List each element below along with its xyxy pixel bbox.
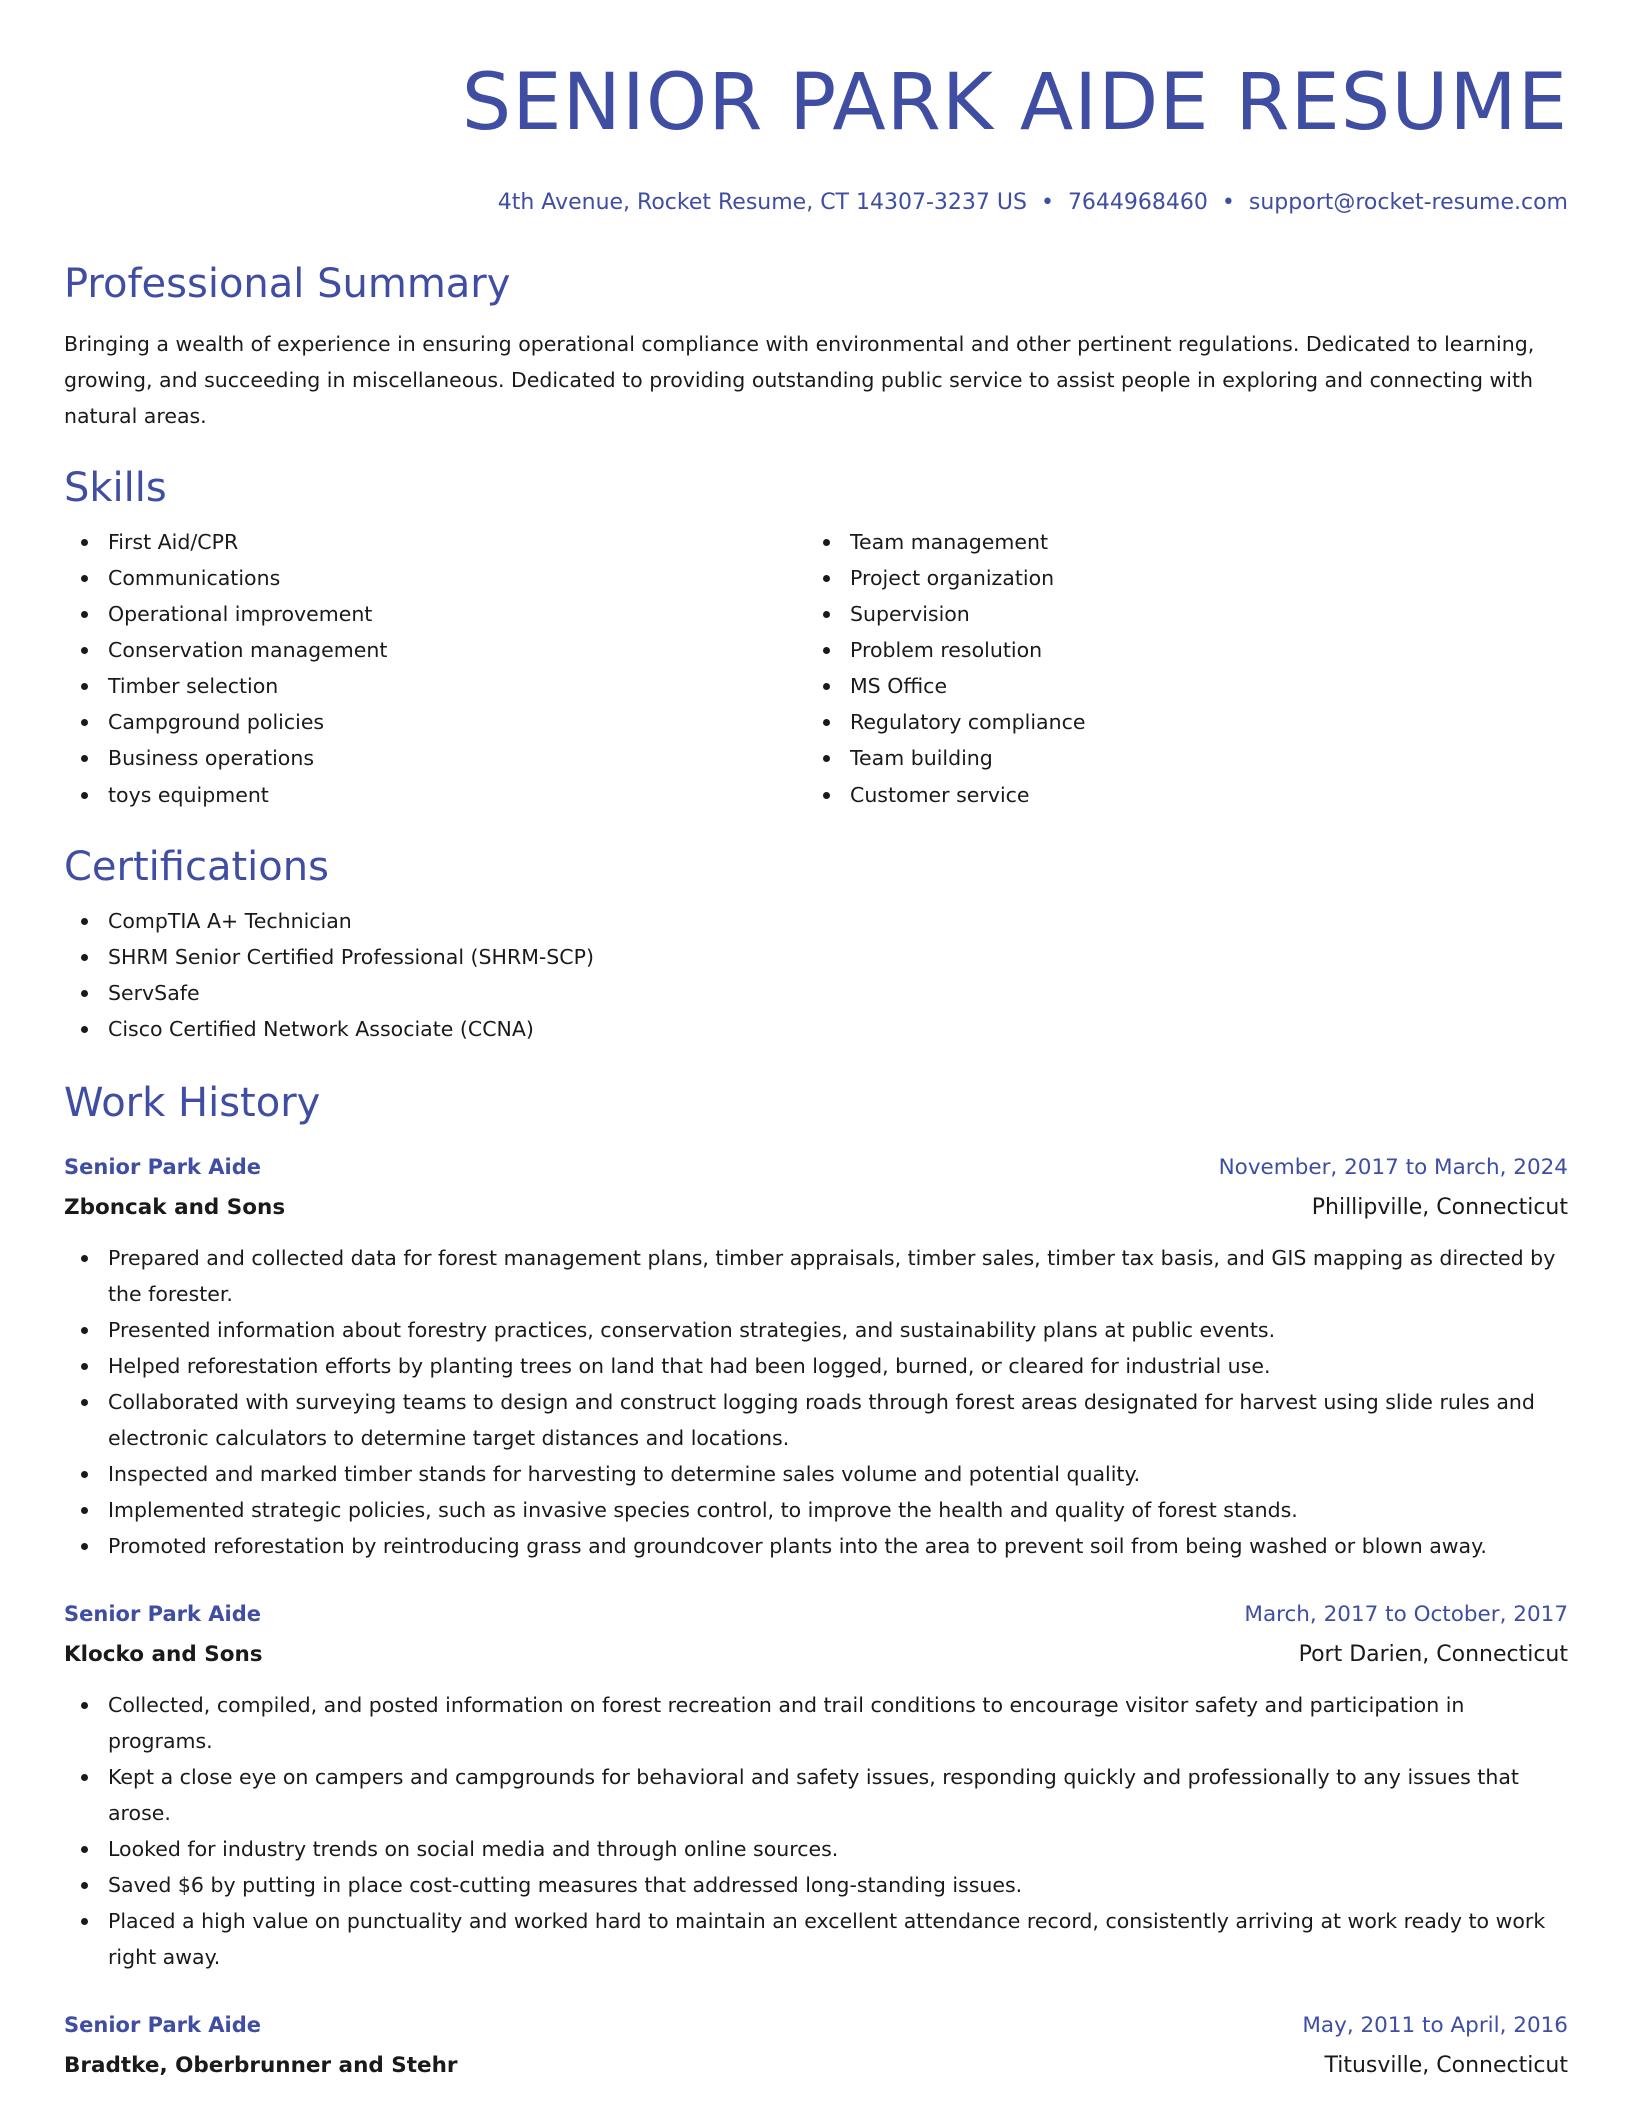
skill-item: toys equipment [108, 777, 806, 813]
job-header-row [64, 1147, 1568, 1188]
job-title: Senior Park Aide [64, 2013, 261, 2037]
job-bullet: Collected, compiled, and posted information on forest recreation and trail conditions to encourage visitor safety and participation in programs. [108, 1687, 1568, 1759]
job-entry [64, 2005, 1568, 2086]
job-bullet: Prepared and collected data for forest management plans, timber appraisals, timber sales, timber tax basis, and GIS mapping as directed by the forester. [108, 1240, 1568, 1312]
skill-item: Communications [108, 560, 806, 596]
job-location: Titusville, Connecticut [1324, 2053, 1568, 2078]
job-bullet-list [64, 1687, 1568, 1975]
summary-heading: Professional Summary [64, 261, 511, 307]
job-bullet: Promoted reforestation by reintroducing grass and groundcover plants into the area to prevent soil from being washed or blown away. [108, 1528, 1568, 1564]
job-title: Senior Park Aide [64, 1155, 261, 1179]
contact-separator: • [1221, 190, 1235, 215]
contact-email: support@rocket-resume.com [1248, 190, 1568, 215]
job-bullet: Presented information about forestry practices, conservation strategies, and sustainability plans at public events. [108, 1312, 1568, 1348]
job-bullet: Helped reforestation efforts by planting trees on land that had been logged, burned, or cleared for industrial use. [108, 1348, 1568, 1384]
job-dates: March, 2017 to October, 2017 [1244, 1602, 1568, 1627]
skill-item: Team management [850, 524, 1548, 560]
job-title: Senior Park Aide [64, 1602, 261, 1626]
skills-list-left [64, 524, 806, 813]
contact-address: 4th Avenue, Rocket Resume, CT 14307-3237 US [497, 190, 1027, 215]
certifications-heading: Certifications [64, 844, 329, 890]
skills-column-left [64, 524, 806, 813]
certification-item: ServSafe [108, 975, 1568, 1011]
job-entry [64, 1147, 1568, 1564]
work-history-heading: Work History [64, 1080, 321, 1126]
job-bullet: Implemented strategic policies, such as invasive species control, to improve the health and quality of forest stands. [108, 1492, 1568, 1528]
skill-item: MS Office [850, 668, 1548, 704]
job-employer-row [64, 2046, 1568, 2086]
skill-item: First Aid/CPR [108, 524, 806, 560]
skills-list-right [806, 524, 1548, 813]
job-employer-row [64, 1635, 1568, 1675]
job-header-row [64, 2005, 1568, 2046]
skill-item: Problem resolution [850, 632, 1548, 668]
job-bullet: Placed a high value on punctuality and worked hard to maintain an excellent attendance record, consistently arriving at work ready to work right away. [108, 1903, 1568, 1975]
skill-item: Operational improvement [108, 596, 806, 632]
job-header-row [64, 1594, 1568, 1635]
skill-item: Customer service [850, 777, 1548, 813]
job-dates: May, 2011 to April, 2016 [1302, 2013, 1568, 2038]
job-company: Zboncak and Sons [64, 1195, 286, 1220]
job-bullet-list [64, 1240, 1568, 1564]
skills-column-right [806, 524, 1548, 813]
skill-item: Campground policies [108, 704, 806, 740]
job-entry [64, 1594, 1568, 1975]
certification-item: CompTIA A+ Technician [108, 903, 1568, 939]
skills-heading: Skills [64, 465, 167, 511]
job-bullet: Collaborated with surveying teams to design and construct logging roads through forest areas designated for harvest using slide rules and electronic calculators to determine target distances and locations. [108, 1384, 1568, 1456]
skills-grid [64, 524, 1568, 813]
job-employer-row [64, 1188, 1568, 1228]
skill-item: Regulatory compliance [850, 704, 1548, 740]
job-location: Port Darien, Connecticut [1298, 1642, 1568, 1667]
summary-text: Bringing a wealth of experience in ensuring operational compliance with environmental and other pertinent regulations. Dedicated to learning, growing, and succeeding in miscellaneous. Dedicated to providing outstanding public service to assist people in exploring and connecting with natural areas. [64, 332, 1535, 428]
job-dates: November, 2017 to March, 2024 [1218, 1155, 1568, 1180]
certification-item: SHRM Senior Certified Professional (SHRM-SCP) [108, 939, 1568, 975]
job-location: Phillipville, Connecticut [1311, 1195, 1568, 1220]
certifications-list [64, 903, 1568, 1047]
contact-line [64, 188, 1568, 218]
job-bullet: Kept a close eye on campers and campgrounds for behavioral and safety issues, responding quickly and professionally to any issues that arose. [108, 1759, 1568, 1831]
resume-title: SENIOR PARK AIDE RESUME [461, 58, 1568, 148]
certification-item: Cisco Certified Network Associate (CCNA) [108, 1011, 1568, 1047]
job-company: Bradtke, Oberbrunner and Stehr [64, 2053, 458, 2078]
skill-item: Project organization [850, 560, 1548, 596]
job-bullet: Saved $6 by putting in place cost-cutting measures that addressed long-standing issues. [108, 1867, 1568, 1903]
skill-item: Conservation management [108, 632, 806, 668]
job-bullet: Looked for industry trends on social media and through online sources. [108, 1831, 1568, 1867]
skill-item: Supervision [850, 596, 1548, 632]
resume-page [64, 0, 1568, 2086]
skill-item: Business operations [108, 740, 806, 776]
job-bullet: Inspected and marked timber stands for harvesting to determine sales volume and potential quality. [108, 1456, 1568, 1492]
skill-item: Timber selection [108, 668, 806, 704]
contact-phone: 7644968460 [1067, 190, 1208, 215]
skill-item: Team building [850, 740, 1548, 776]
job-company: Klocko and Sons [64, 1642, 263, 1667]
contact-separator: • [1040, 190, 1054, 215]
